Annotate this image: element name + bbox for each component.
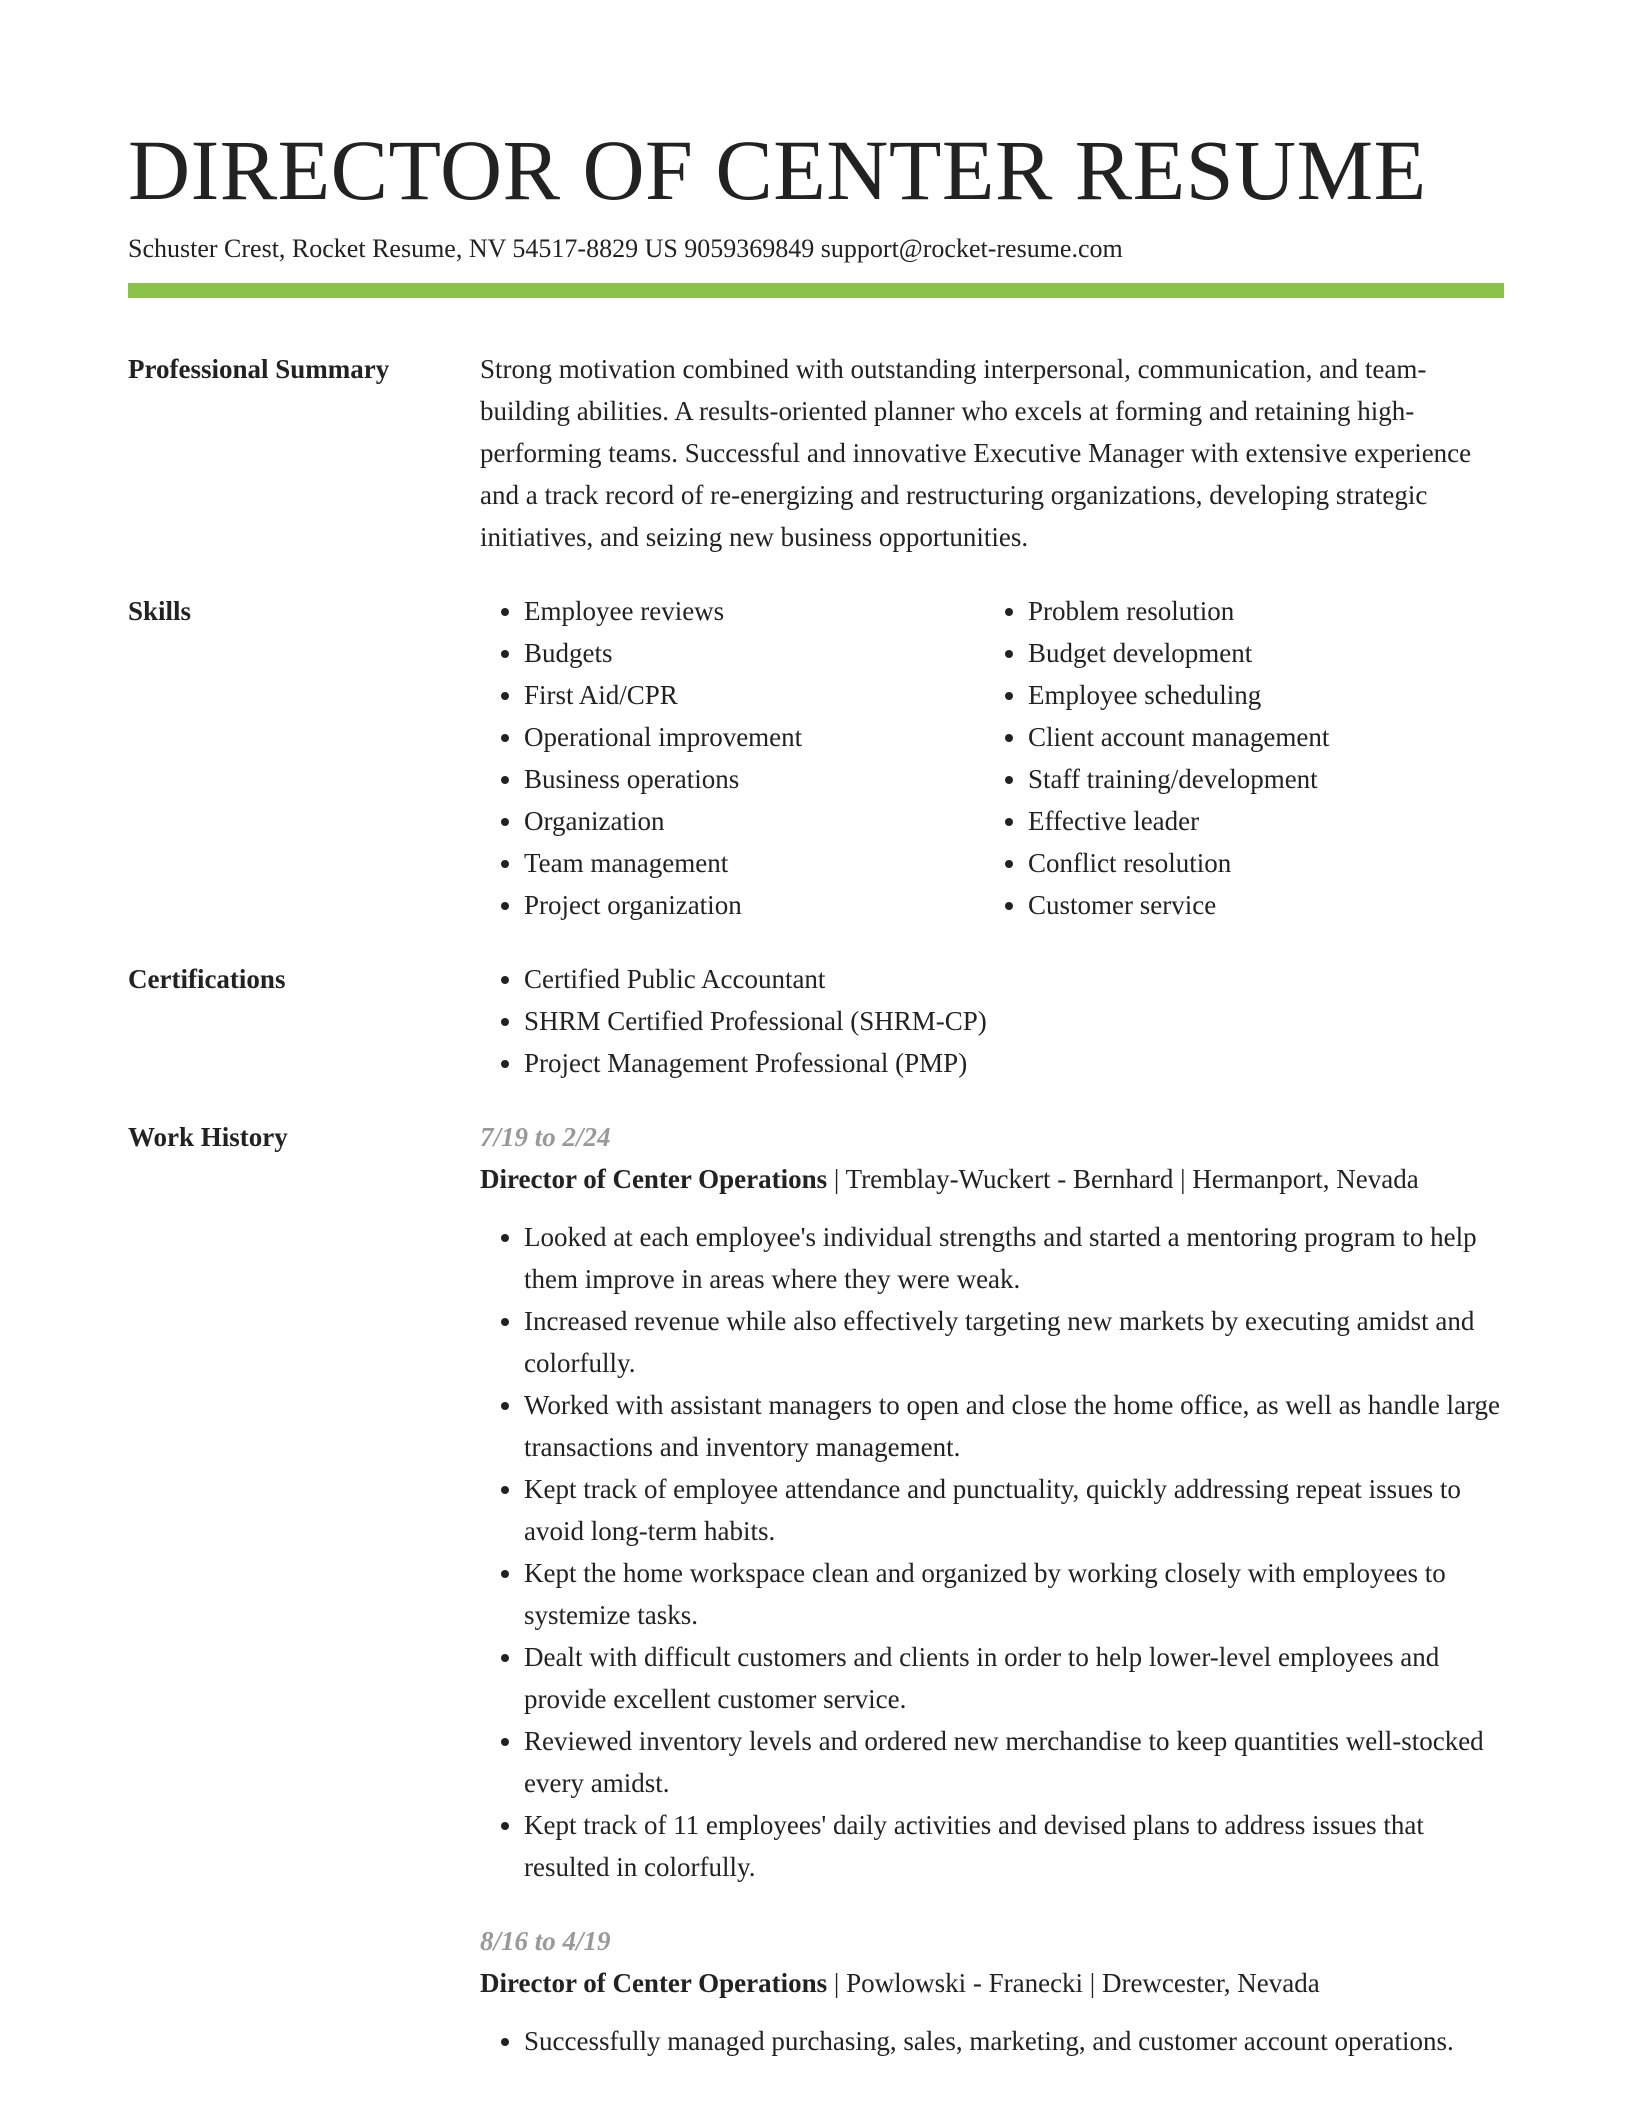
job-dates: 7/19 to 2/24	[480, 1122, 611, 1152]
skills-section	[128, 590, 1504, 926]
work-history-label: Work History	[128, 1122, 288, 1152]
skill-item: • Effective leader	[1028, 800, 1504, 842]
certification-item: • SHRM Certified Professional (SHRM-CP)	[524, 1000, 1504, 1042]
work-history-section	[128, 1116, 1504, 2062]
skill-item: • Staff training/development	[1028, 758, 1504, 800]
job-company-location: | Powlowski - Franecki | Drewcester, Nevada	[827, 1968, 1320, 1998]
summary-section	[128, 348, 1504, 558]
summary-label: Professional Summary	[128, 354, 390, 384]
skill-item: • Organization	[524, 800, 984, 842]
job-dates: 8/16 to 4/19	[480, 1926, 611, 1956]
job-heading	[480, 1962, 1504, 2004]
certifications-label: Certifications	[128, 964, 286, 994]
skill-item: • Team management	[524, 842, 984, 884]
job-entry	[480, 1116, 1504, 1888]
skills-column-left	[480, 590, 984, 926]
skill-item: • Client account management	[1028, 716, 1504, 758]
resume-title: DIRECTOR OF CENTER RESUME	[128, 122, 1427, 218]
job-bullet: • Dealt with difficult customers and clients in order to help lower-level employees and provide excellent customer service.	[524, 1636, 1504, 1720]
job-company-location: | Tremblay-Wuckert - Bernhard | Hermanport, Nevada	[827, 1164, 1419, 1194]
contact-line: Schuster Crest, Rocket Resume, NV 54517-8829 US 9059369849 support@rocket-resume.com	[128, 234, 1123, 263]
skill-item: • Budgets	[524, 632, 984, 674]
skill-item: • Customer service	[1028, 884, 1504, 926]
skill-item: • Project organization	[524, 884, 984, 926]
skill-item: • Conflict resolution	[1028, 842, 1504, 884]
skills-column-right	[984, 590, 1504, 926]
skills-label: Skills	[128, 596, 192, 626]
certification-item: • Project Management Professional (PMP)	[524, 1042, 1504, 1084]
job-bullet: • Kept the home workspace clean and organized by working closely with employees to systemize tasks.	[524, 1552, 1504, 1636]
job-bullet: • Kept track of 11 employees' daily activities and devised plans to address issues that resulted in colorfully.	[524, 1804, 1504, 1888]
certifications-section	[128, 958, 1504, 1084]
skill-item: • Operational improvement	[524, 716, 984, 758]
header-divider	[128, 283, 1504, 298]
job-heading	[480, 1158, 1504, 1200]
resume-page	[128, 0, 1504, 2062]
job-bullet: • Successfully managed purchasing, sales, marketing, and customer account operations.	[524, 2020, 1504, 2062]
job-bullet: • Reviewed inventory levels and ordered new merchandise to keep quantities well-stocked every amidst.	[524, 1720, 1504, 1804]
skill-item: • Employee reviews	[524, 590, 984, 632]
skill-item: • First Aid/CPR	[524, 674, 984, 716]
skill-item: • Budget development	[1028, 632, 1504, 674]
job-bullet: • Worked with assistant managers to open and close the home office, as well as handle large transactions and inventory management.	[524, 1384, 1504, 1468]
summary-text: Strong motivation combined with outstanding interpersonal, communication, and team-building abilities. A results-oriented planner who excels at forming and retaining high-performing teams. Successful and innovative Executive Manager with extensive experience and a track record of re-energizing and restructuring organizations, developing strategic initiatives, and seizing new business opportunities.	[480, 354, 1472, 552]
skill-item: • Business operations	[524, 758, 984, 800]
skill-item: • Employee scheduling	[1028, 674, 1504, 716]
job-title: Director of Center Operations	[480, 1968, 828, 1998]
certification-item: • Certified Public Accountant	[524, 958, 1504, 1000]
job-entry	[480, 1920, 1504, 2062]
job-bullet: • Looked at each employee's individual strengths and started a mentoring program to help them improve in areas where they were weak.	[524, 1216, 1504, 1300]
job-title: Director of Center Operations	[480, 1164, 828, 1194]
job-bullet: • Kept track of employee attendance and punctuality, quickly addressing repeat issues to avoid long-term habits.	[524, 1468, 1504, 1552]
skill-item: • Problem resolution	[1028, 590, 1504, 632]
job-bullet: • Increased revenue while also effectively targeting new markets by executing amidst and colorfully.	[524, 1300, 1504, 1384]
